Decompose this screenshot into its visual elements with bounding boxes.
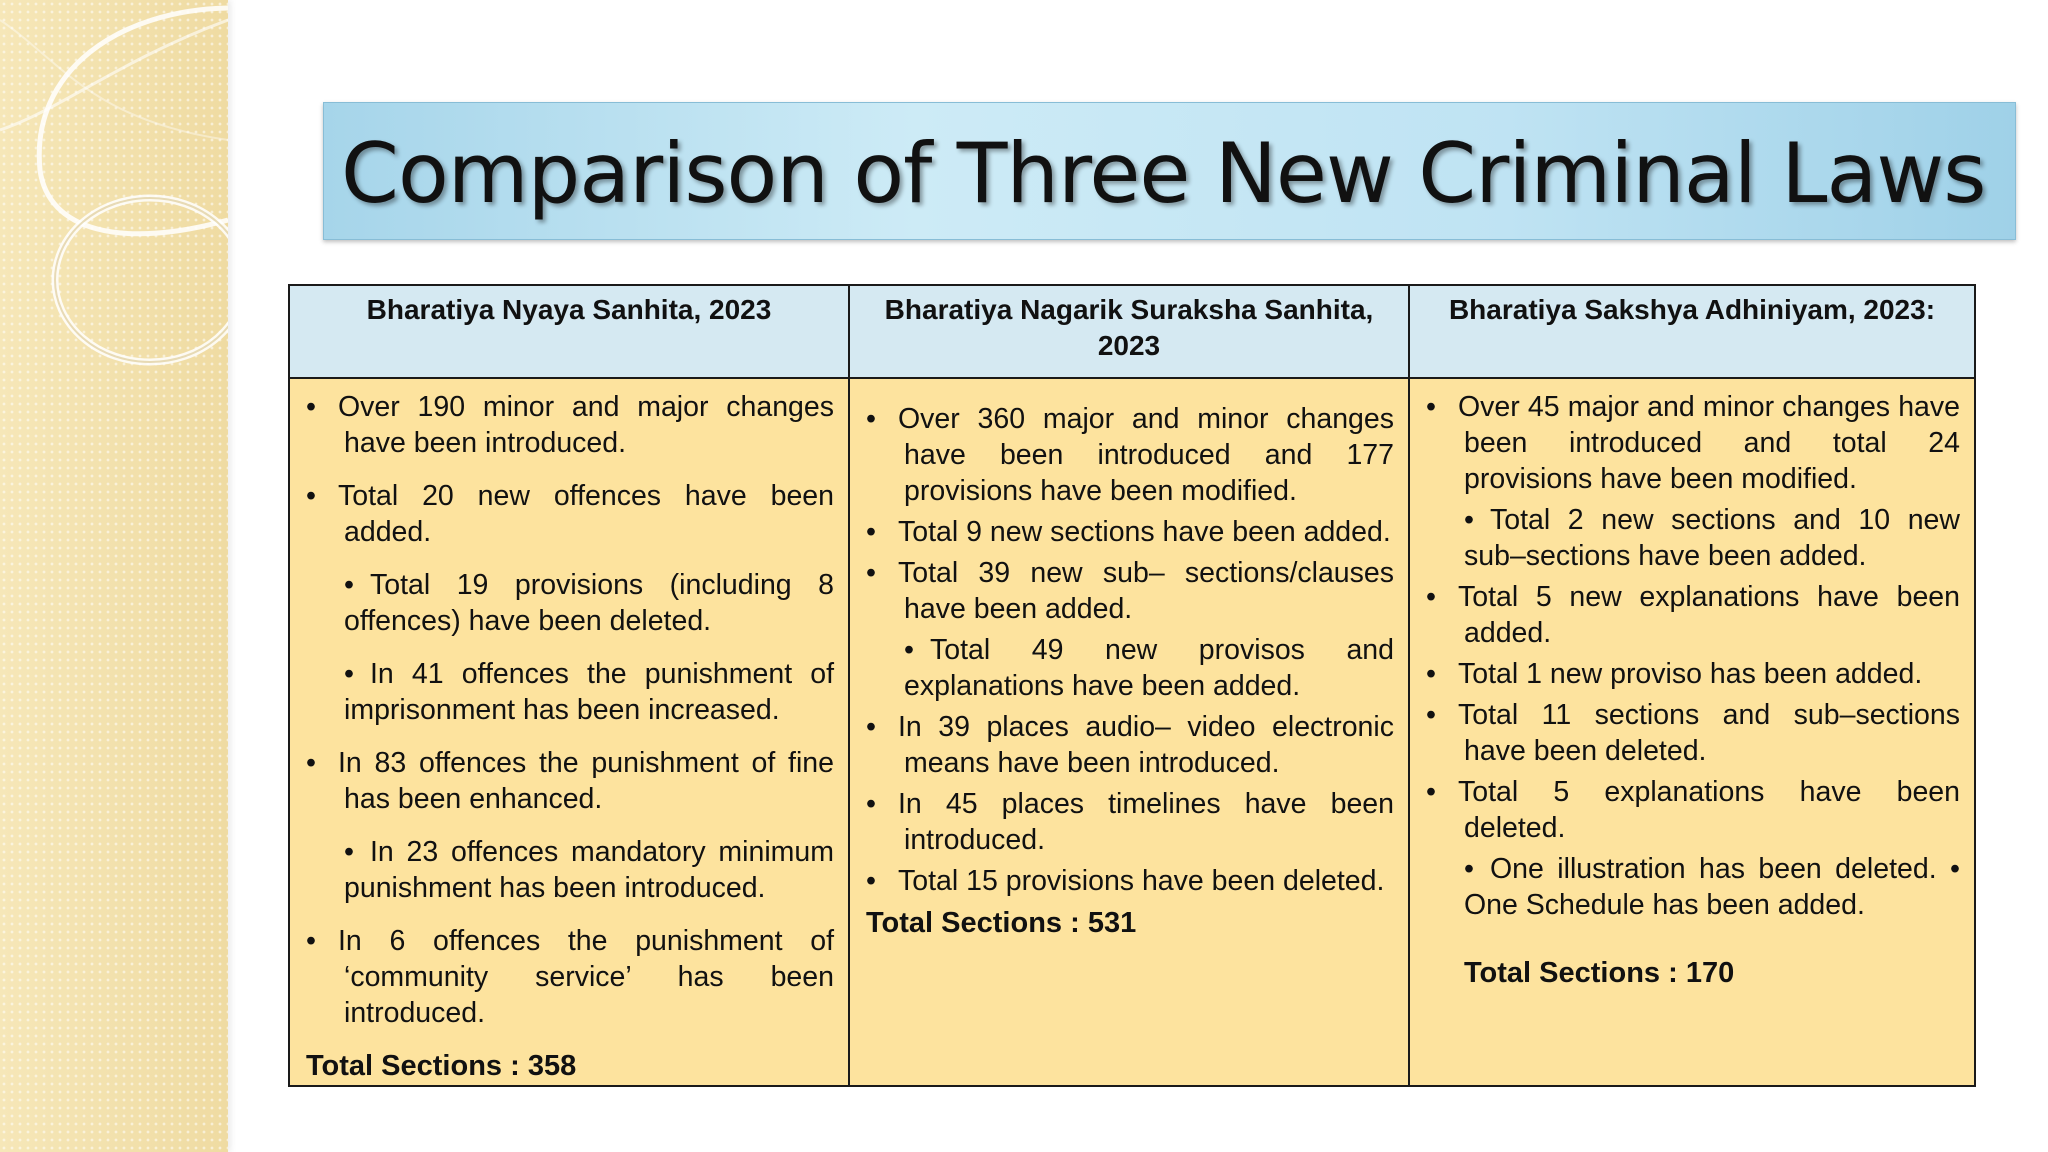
list-item: • In 23 offences mandatory minimum punishment has been introduced. xyxy=(344,836,834,904)
table-body-row xyxy=(289,378,1975,1086)
list-item: • Total 39 new sub– sections/clauses have been added. xyxy=(866,557,1394,625)
column-heading-bsa: Bharatiya Sakshya Adhiniyam, 2023: xyxy=(1409,285,1975,378)
list-item: • Total 1 new proviso has been added. xyxy=(1426,658,1923,690)
decorative-swirl xyxy=(0,0,228,420)
list-item: • In 45 places timelines have been introduced. xyxy=(866,788,1394,856)
bullet-icon: • xyxy=(866,711,876,743)
bullet-icon: • xyxy=(1464,504,1474,536)
column-bns xyxy=(289,378,849,1086)
list-item: • Total 15 provisions have been deleted. xyxy=(866,865,1385,897)
total-sections-bns: Total Sections : 358 xyxy=(306,1050,577,1082)
bullet-icon: • xyxy=(1464,853,1474,885)
list-item: • Total 5 new explanations have been added. xyxy=(1426,581,1960,649)
bullet-icon: • xyxy=(866,516,876,548)
bullet-icon: • xyxy=(1426,391,1436,423)
total-sections-bsa: Total Sections : 170 xyxy=(1464,957,1735,989)
list-item: • Total 19 provisions (including 8 offences) have been deleted. xyxy=(344,569,834,637)
bullet-icon: • xyxy=(344,569,354,601)
list-item: • Total 11 sections and sub–sections have been deleted. xyxy=(1426,699,1960,767)
list-item: • Total 9 new sections have been added. xyxy=(866,516,1391,548)
column-bnss xyxy=(849,378,1409,1086)
bullet-icon: • xyxy=(306,925,316,957)
list-item: • Total 5 explanations have been deleted. xyxy=(1426,776,1960,844)
bullet-icon: • xyxy=(306,747,316,779)
list-item: • Total 20 new offences have been added. xyxy=(306,480,834,548)
bsa-change-list xyxy=(1426,389,1960,923)
slide-title: Comparison of Three New Criminal Laws xyxy=(341,125,1986,222)
column-heading-bns: Bharatiya Nyaya Sanhita, 2023 xyxy=(289,285,849,378)
bullet-icon: • xyxy=(306,391,316,423)
bullet-icon: • xyxy=(866,403,876,435)
total-sections-bnss: Total Sections : 531 xyxy=(866,907,1137,939)
list-item: • One illustration has been deleted. • One Schedule has been added. xyxy=(1464,853,1960,921)
list-item: • Total 2 new sections and 10 new sub–sections have been added. xyxy=(1464,504,1960,572)
bullet-icon: • xyxy=(1426,581,1436,613)
list-item: • Over 190 minor and major changes have been introduced. xyxy=(306,391,834,459)
bullet-icon: • xyxy=(904,634,914,666)
list-item: • Over 360 major and minor changes have been introduced and 177 provisions have been modified. xyxy=(866,403,1394,507)
comparison-table xyxy=(288,284,1976,1087)
bullet-icon: • xyxy=(1426,658,1436,690)
list-item: • Total 49 new provisos and explanations have been added. xyxy=(904,634,1394,702)
bullet-icon: • xyxy=(344,836,354,868)
bnss-change-list xyxy=(866,401,1394,899)
list-item: • In 41 offences the punishment of imprisonment has been increased. xyxy=(344,658,834,726)
bullet-icon: • xyxy=(306,480,316,512)
bullet-icon: • xyxy=(866,557,876,589)
bns-change-list xyxy=(306,389,834,1031)
title-banner xyxy=(323,102,2016,240)
bullet-icon: • xyxy=(866,788,876,820)
bullet-icon: • xyxy=(344,658,354,690)
table-header-row xyxy=(289,285,1975,378)
list-item: • In 39 places audio– video electronic means have been introduced. xyxy=(866,711,1394,779)
bullet-icon: • xyxy=(1426,699,1436,731)
list-item: • In 6 offences the punishment of ‘community service’ has been introduced. xyxy=(306,925,834,1029)
decorative-side-strip xyxy=(0,0,228,1152)
bullet-icon: • xyxy=(866,865,876,897)
column-heading-bnss: Bharatiya Nagarik Suraksha Sanhita, 2023 xyxy=(849,285,1409,378)
bullet-icon: • xyxy=(1426,776,1436,808)
list-item: • Over 45 major and minor changes have been introduced and total 24 provisions have been modified. xyxy=(1426,391,1960,495)
column-bsa xyxy=(1409,378,1975,1086)
list-item: • In 83 offences the punishment of fine has been enhanced. xyxy=(306,747,834,815)
